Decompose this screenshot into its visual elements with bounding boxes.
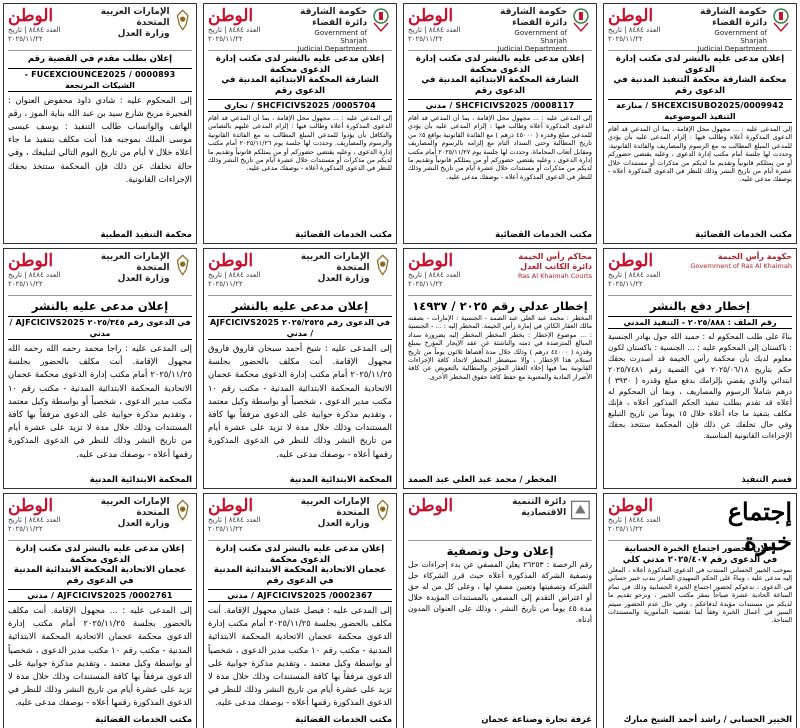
newspaper-logo: الوطن: [608, 496, 654, 516]
notice-body: إلى المدعى عليه : راجا محمد رحمه الله رحمه الله مجهول الإقامة. أنت مكلف بالحضور بجلسة ٢٠٢٥/١١/٢٥ أمام مكتب إدارة الدعوى محكمة عجمان الاتحادية المحكمة الابتدائية المدنية - مكتب رقم ١٠ مكتب مدير الدعوى ، شخصياً أو بواسطة وكيل معتمد ، وتقديم مذكرة جوابية على الدعوى مرفقاً بها كافة المستندات وذلك خلال مدة لا تزيد على عشرة أيام من تاريخ النشر وذلك للنظر في الدعوى المذكورة رقمها أعلاه - بوصفك مدعى عليه.: [8, 343, 192, 459]
notice-body: إلى المدعى عليه : شيخ أحمد سبحان فاروق فاروق مجهول الإقامة. أنت مكلف بالحضور بجلسة ٢٠٢٥/١١/٢٥ أمام مكتب إدارة الدعوى محكمة عجمان الاتحادية المحكمة الابتدائية المدنية - مكتب رقم ١٠ مكتب مدير الدعوى ، شخصياً أو بواسطة وكيل معتمد ، وتقديم مذكرة جوابية على الدعوى مرفقاً بها كافة المستندات وذلك خلال مدة لا تزيد على عشرة أيام من تاريخ النشر وذلك للنظر في الدعوى المذكورة رقمها أعلاه - بوصفك مدعى عليه.: [208, 343, 392, 459]
case-reference: FUCEXCIOUNCE2025 / 0000893 - الشيكات المرتجعة: [8, 68, 192, 92]
file-reference: رقم الملف : ٢٠٢٥/٨٨٨ - التنفيذ المدني: [608, 316, 792, 329]
notice-title: إعلان مدعى عليه بالنشر: [231, 299, 369, 313]
notice-signature: مكتب الخدمات القضائية: [95, 714, 192, 724]
classifieds-page: [3, 3, 797, 725]
sharjah-emblem-icon: [570, 7, 592, 33]
issuer-name-ar: حكومة الشارقة دائرة القضاء: [500, 7, 568, 28]
notice-header: [408, 252, 592, 296]
issue-meta: العدد ٨٤٨٤ | تاريخ ٢٠٢٥/١١/٢٢: [208, 271, 261, 288]
notice-header: [8, 252, 192, 296]
notice-body: إلى المدعي عليه : ... مجهول محل الإقامة ، بما أن المدعي قد أقام الدعوى المذكورة أعلاه وطالب فيها : إلزام المدعى عليهم بالتضامن والتكافل بأن يؤدوا للمدعي المبلغ المطالب به مع الفائدة القانونية والرسوم والمصاريف. وحددت لها جلسة يوم ٢٠٢٥/١١/٢٦ أمام مكتب إدارة الدعوى ، وعليه يقتضي حضوركم أو من يمثلكم قانونياً وتقديم ما لديكم من مذكرات أو مستندات خلال عشرة أيام من تاريخ النشر وذلك للنظر في الدعوى المذكورة أعلاه - بوصفك مدعى عليه.: [208, 114, 392, 173]
issue-meta: العدد ٨٤٨٤ | تاريخ ٢٠٢٥/١١/٢٢: [8, 26, 61, 43]
notice-header: [208, 7, 392, 51]
notice-header: [408, 497, 592, 541]
notice-header: [8, 7, 192, 51]
notice-signature: مكتب الخدمات القضائية: [695, 229, 792, 239]
sharjah-emblem-icon: [370, 7, 392, 33]
notice-body: المخطر : محمد عبد العلي عبد الصمد - الجنسية : الإمارات - بصفته مالك العقار الكائن في إمارة رأس الخيمة. المخطر إليه : ... - الجنسية : ... موضوع الإخطار : يخطر المخطر المخطر إليه بضرورة سداد المبالغ المترصدة في ذمته والناشئة عن عقد الإيجار المؤرخ بمبلغ وقدره ( ٤٤٠٠٠ درهم ) وذلك خلال مدة أقصاها ثلاثون يوماً من تاريخ استلام هذا الإخطار ، وإلا سيضطر المخطر لاتخاذ كافة الإجراءات القانونية بما فيها إخلاء العقار المؤجر والمطالبة بالتعويض عن كافة الأضرار المادية والمعنوية مع حفظ كافة حقوق المخطر الأخرى.: [408, 314, 592, 381]
uae-falcon-emblem-icon: [173, 497, 192, 523]
notice-body: بموجب الخبير الحسابي المنتدب في الدعوى المذكورة أعلاه ، المعلن إليه مدعى عليه ، وبناءً على الحكم التمهيدي الصادر بندب خبير حسابي في الدعوى ، ندعوكم لحضور اجتماع الخبرة الحسابية وذلك في تمام الساعة الحادية عشرة صباحاً بمقر مكتب الخبير ، ونرجو تقديم ما لديكم من مستندات مؤيدة لدفاعكم ، وفي حال عدم الحضور سيتم السير في أعمال الخبرة وفقاً لما تقتضيه المأمورية والمستندات المتاحة.: [608, 566, 792, 625]
uae-falcon-emblem-icon: [373, 497, 392, 523]
issuer-name-en: Government of Sharjah Judicial Department: [497, 29, 568, 53]
issuer-name-ar: الإمارات العربية المتحدة وزارة العدل: [100, 7, 170, 39]
issue-meta: العدد ٨٤٨٤ | تاريخ ٢٠٢٥/١١/٢٢: [408, 271, 461, 288]
notice-title: إعلان مدعى عليه بالنشر لدى مكتب إدارة الدعوى محكمة عجمان الاتحادية المحكمة الابتدائية المدنية في الدعوى رقم: [213, 544, 387, 586]
issuer: [686, 7, 792, 53]
notice-sharjah-execution: [603, 3, 797, 244]
notice-body: إلى المدعى عليه : ... مجهول محل الإقامة ، بما أن المدعي قد أقام الدعوى المذكورة أعلاه وطالب فيها : إلزام المدعى عليه بأن يؤدي للمدعي المبلغ المطالب به مع الرسوم والمصاريف والفائدة القانونية. وحددت لها جلسة أمام مكتب إدارة الدعوى ، وعليه يقتضي حضوركم أو من يمثلكم قانونياً وتقديم ما لديكم من مذكرات أو مستندات خلال عشرة أيام من تاريخ النشر وذلك للنظر في الدعوى المذكورة أعلاه - بوصفك مدعى عليه.: [608, 125, 792, 184]
notice-body: إلى المدعى عليه : ... مجهول الإقامة. أنت مكلف بالحضور بجلسة ٢٠٢٥/١١/٢٥ أمام مكتب إدارة الدعوى محكمة عجمان الاتحادية المحكمة الابتدائية المدنية - مكتب رقم ١٠ مكتب مدير الدعوى ، شخصياً أو بواسطة وكيل معتمد ، وتقديم مذكرة جوابية على الدعوى مرفقاً بها كافة المستندات وذلك خلال مدة لا تزيد على عشرة أيام من تاريخ النشر وذلك للنظر في الدعوى المذكورة رقمها أعلاه - بوصفك مدعى عليه.: [8, 605, 192, 708]
notice-ajman-civil-2761: [3, 493, 197, 728]
notice-signature: الخبير الحسابي / راشد أحمد الشيخ مبارك: [623, 714, 792, 724]
issue-meta: العدد ٨٤٨٤ | تاريخ ٢٠٢٥/١١/٢٢: [608, 271, 661, 288]
notice-body: رقم الرخصة : ٢٦٢٥٣ يعلن المصفي عن بدء إجراءات حل وتصفية الشركة المذكورة أعلاه حيث قرر الشركاء حل الشركة وتصفيتها وتعيين مصفٍ لها ، وعلى كل من له حق أو اعتراض التقدم إلى المصفي بالمستندات المؤيدة خلال مدة ٤٥ يوماً من تاريخ النشر ، وذلك على العنوان المدون أدناه.: [408, 560, 592, 624]
notice-title: إخطار عدلي رقم ٢٠٢٥ / ١٤٩٣٧: [412, 299, 588, 313]
newspaper-logo: الوطن: [608, 6, 654, 26]
notice-header: [608, 7, 792, 51]
notice-header: [8, 497, 192, 541]
issuer-name-en: Government of Ras Al Khaimah: [690, 262, 792, 270]
notice-header: [408, 7, 592, 51]
issuer-name-ar: حكومة الشارقة دائرة القضاء: [300, 7, 368, 28]
notice-signature: المحكمة الابتدائية المدنية: [289, 474, 392, 484]
notice-title: إعلان مدعى عليه بالنشر: [31, 299, 169, 313]
notice-signature: المحكمة الابتدائية المدنية: [89, 474, 192, 484]
notice-rak-notary: [403, 248, 597, 489]
issuer-name-ar: حكومة الشارقة دائرة القضاء: [700, 7, 768, 28]
issuer-name-ar: الإمارات العربية المتحدة وزارة العدل: [100, 497, 170, 529]
notice-sharjah-commercial-5704: [203, 3, 397, 244]
newspaper-logo: الوطن: [608, 251, 654, 271]
notice-dissolution: [403, 493, 597, 728]
uae-falcon-emblem-icon: [173, 252, 192, 278]
notice-signature: قسم التنفيذ: [741, 474, 792, 484]
issuer-name-en: Government of Sharjah Judicial Department: [297, 29, 368, 53]
issue-meta: العدد ٨٤٨٤ | تاريخ ٢٠٢٥/١١/٢٢: [208, 26, 261, 43]
notice-signature: مكتب الخدمات القضائية: [295, 714, 392, 724]
case-reference: في الدعوى رقم ٢٠٢٥/٣٤٥ AJFCICIVS2025 / مدني: [9, 318, 191, 338]
issuer-name-ar: الإمارات العربية المتحدة وزارة العدل: [300, 497, 370, 529]
notice-header: [208, 497, 392, 541]
issuer-name-ar: دائرة التنمية الاقتصادية: [512, 497, 567, 518]
issuer-name-ar: الإمارات العربية المتحدة وزارة العدل: [300, 252, 370, 284]
notice-title: إعلان وحل وتصفية: [446, 544, 554, 558]
newspaper-logo: الوطن: [8, 251, 54, 271]
notice-body: إلى المدعى عليه : فيصل عثمان مجهول الإقامة. أنت مكلف بالحضور بجلسة ٢٠٢٥/١١/٢٥ أمام مكتب إدارة الدعوى محكمة عجمان الاتحادية المحكمة الابتدائية المدنية - مكتب رقم ١٠ مكتب مدير الدعوى ، شخصياً أو بواسطة وكيل معتمد ، وتقديم مذكرة جوابية على الدعوى مرفقاً بها كافة المستندات وذلك خلال مدة لا تزيد على عشرة أيام من تاريخ النشر وذلك للنظر في الدعوى المذكورة رقمها أعلاه - بوصفك مدعى عليه.: [208, 605, 392, 708]
sharjah-emblem-icon: [770, 7, 792, 33]
case-reference: SHCFICIVS2025 /0005704 / تجاري: [208, 99, 392, 112]
notice-signature: غرفة تجارة وصناعة عجمان: [481, 714, 592, 724]
issuer-name-ar: حكومة رأس الخيمة: [717, 252, 792, 261]
notice-title: إعلان مدعى عليه بالنشر لدى مكتب إدارة الدعوى محكمة الشارقة المحكمة الابتدائية المدنية في الدعوى رقم: [215, 54, 385, 96]
notice-title: إعلان مدعى عليه بالنشر لدى مكتب إدارة الدعوى محكمة الشارقة المحكمة الابتدائية المدنية في الدعوى رقم: [415, 54, 585, 96]
newspaper-logo: الوطن: [208, 251, 254, 271]
notice-sharjah-civil-8117: [403, 3, 597, 244]
notice-fujairah-cheques: [3, 3, 197, 244]
notice-signature: مكتب الخدمات القضائية: [495, 229, 592, 239]
notice-signature: محكمة التنفيذ المطبية: [100, 229, 192, 239]
notice-title: إعلان مدعى عليه بالنشر لدى مكتب إدارة الدعوى محكمة الشارقة محكمة التنفيذ المدنية في الدعوى رقم: [613, 54, 787, 96]
issue-meta: العدد ٨٤٨٤ | تاريخ ٢٠٢٥/١١/٢٢: [408, 26, 461, 43]
issue-meta: العدد ٨٤٨٤ | تاريخ ٢٠٢٥/١١/٢٢: [208, 516, 261, 533]
notice-rak-payment: [603, 248, 797, 489]
newspaper-logo: الوطن: [8, 6, 54, 26]
notice-headline: إجتماع خبرة: [727, 497, 792, 556]
notice-header: [208, 252, 392, 296]
case-reference: SHCEXCISUBO2025/0009942 / منازعة التنفيذ الموضوعية: [608, 99, 792, 123]
newspaper-logo: الوطن: [8, 496, 54, 516]
uae-falcon-emblem-icon: [373, 252, 392, 278]
issuer-name-en: Ras Al Khaimah Courts: [517, 272, 592, 280]
notice-signature: المخطر / محمد عبد العلي عبد الصمد: [408, 474, 557, 484]
notice-expert-meeting: [603, 493, 797, 728]
issue-meta: العدد ٨٤٨٤ | تاريخ ٢٠٢٥/١١/٢٢: [608, 26, 661, 43]
case-reference: AJFCICIVS2025 /0002367 / مدني: [208, 589, 392, 602]
notice-header: [608, 252, 792, 296]
case-reference: AJFCICIVS2025 /0002761 / مدني: [8, 589, 192, 602]
newspaper-logo: الوطن: [408, 6, 454, 26]
notice-body: إلى المحكوم عليه : شادي ذاوذ محفوض العنوان : الفجيرة مربخ شارع سيد بن عبد الله بناية الموز ، رقم الهاتف والواتساب طالب التنفيذ : يوسف عيسى موسى الملك بموجبه هذا أنت مكلف بتنفيذ ما جاء أعلاه خلال ٧ أيام من تاريخ اليوم التالي لتبليغك ، وفي حالة تخلفك عن ذلك فإن المحكمة ستتخذ بحقك الإجراءات القانونية.: [8, 94, 192, 184]
ded-logo-icon: [569, 497, 592, 523]
notice-title: إعلان لحضور اجتماع الخبرة الحسابية في الدعوى رقم ٢٠٢٥/٤٠٧ مدني كلي: [622, 544, 778, 565]
notice-title: إعلان مدعى عليه بالنشر لدى مكتب إدارة الدعوى محكمة عجمان الاتحادية المحكمة الابتدائية المدنية في الدعوى رقم: [13, 544, 187, 586]
case-reference: SHCFICIVS2025 /0008117 / مدني: [408, 99, 592, 112]
uae-falcon-emblem-icon: [173, 7, 192, 33]
newspaper-brand: [608, 7, 686, 44]
issue-meta: العدد ٨٤٨٤ | تاريخ ٢٠٢٥/١١/٢٢: [608, 516, 661, 533]
newspaper-logo: الوطن: [208, 6, 254, 26]
case-reference: في الدعوى رقم ٢٠٢٥/٢٥٢٥ AJFCICIVS2025 / مدني: [208, 316, 392, 340]
newspaper-logo: الوطن: [408, 496, 454, 516]
notice-ajman-civil-345: [3, 248, 197, 489]
issuer-name-ar: محاكم رأس الخيمة دائرة الكاتب العدل: [518, 252, 592, 271]
notice-signature: مكتب الخدمات القضائية: [295, 229, 392, 239]
newspaper-logo: الوطن: [208, 496, 254, 516]
issuer-name-en: Government of Sharjah Judicial Department: [697, 29, 768, 53]
notice-ajman-civil-2367: [203, 493, 397, 728]
notice-title: إعلان بطلب مقدم في القضية رقم: [27, 54, 173, 64]
notice-body: بناءً على طلب المحكوم له : حميد الله جول بهادر الجنسية : باكستان إلى المحكوم عليه : ... الجنسية : باكستان لكون معلوم لديك بأن محكمة رأس الخيمة قد أصدرت بحقك حكم بتاريخ ٢٠٢٥/٠٦/١٨ في القضية رقم ٢٠٢٥/٧٤٨١ ابتدائي والذي يقضي بإلزامك بدفع مبلغ وقدره ( ٣٩٣٠ ) درهم شاملاً الرسوم والمصاريف ، وبما أن المحكوم له أعلاه قد تقدم بطلب تنفيذ الحكم المذكور أعلاه ، فإنك مكلف بتنفيذ ما جاء أعلاه خلال ١٥ يوماً من تاريخ التبليغ وفي حال تخلفك عن ذلك فإن المحكمة ستتخذ بحقك الإجراءات القانونية المناسبة.: [608, 332, 792, 440]
notice-title: إخطار دفع بالنشر: [649, 299, 751, 313]
issue-meta: العدد ٨٤٨٤ | تاريخ ٢٠٢٥/١١/٢٢: [8, 271, 61, 288]
notice-body: إلى المدعى عليه : ... مجهول محل الإقامة ، بما أن المدعي قد أقام الدعوى المذكورة أعلاه وطالب فيها : إلزام المدعى عليه بأن يؤدي للمدعي مبلغ وقدره ( ٤٥٠٠٠ درهم ) مع الفائدة القانونية بواقع ٥٪ من تاريخ المطالبة وحتى السداد التام مع إلزامه بالرسوم والمصاريف ومقابل أتعاب المحاماة. وحددت لها جلسة يوم ٢٠٢٥/١١/٢٧ أمام مكتب إدارة الدعوى ، وعليه يقتضي حضوركم أو من يمثلكم قانونياً وتقديم ما لديكم من مذكرات أو مستندات خلال عشرة أيام من تاريخ النشر وذلك للنظر في الدعوى المذكورة أعلاه - بوصفك مدعى عليه.: [408, 114, 592, 181]
notice-ajman-civil-2565: [203, 248, 397, 489]
issue-meta: العدد ٨٤٨٤ | تاريخ ٢٠٢٥/١١/٢٢: [8, 516, 61, 533]
newspaper-logo: الوطن: [408, 251, 454, 271]
issuer-name-ar: الإمارات العربية المتحدة وزارة العدل: [100, 252, 170, 284]
